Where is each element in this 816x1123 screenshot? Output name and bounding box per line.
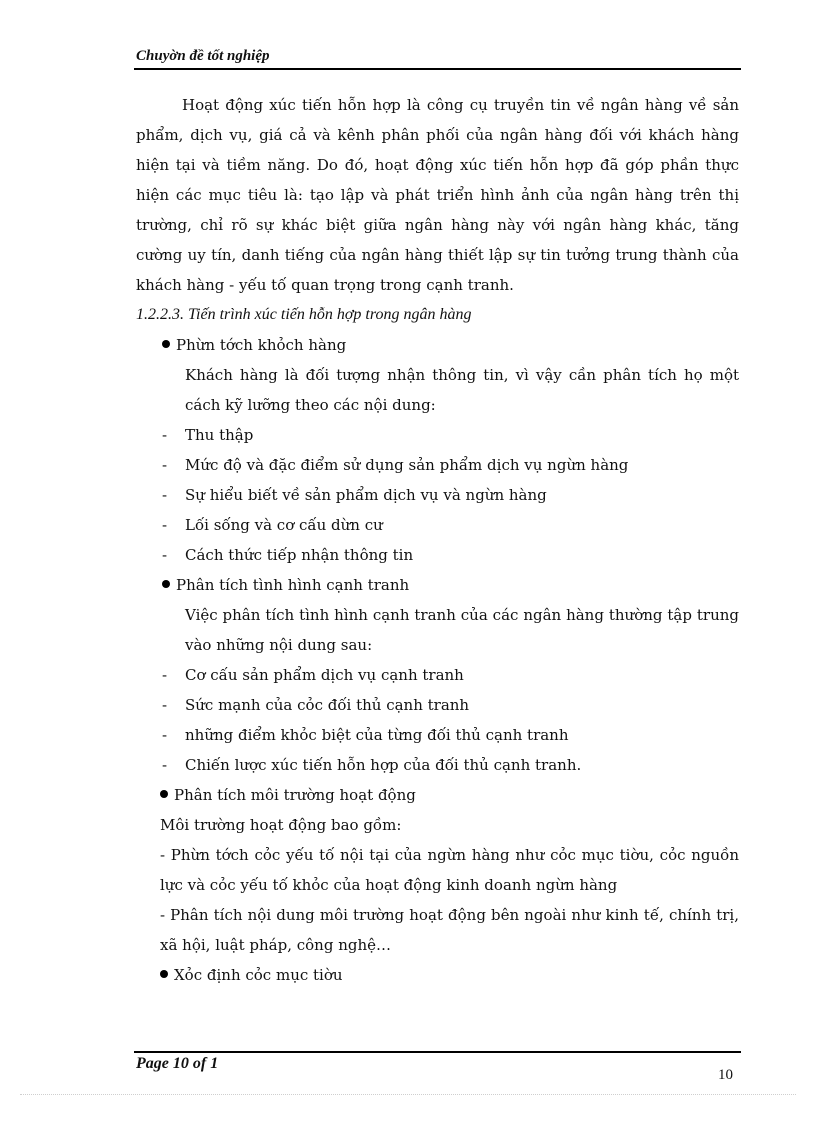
bullet-icon <box>162 580 170 588</box>
bullet-icon <box>160 970 168 978</box>
footer-rule <box>134 1051 741 1053</box>
bullet-customer-analysis: Phừn tớch khỏch hàng <box>136 330 739 360</box>
customer-analysis-desc: Khách hàng là đối tượng nhận thông tin, vì vậy cần phân tích họ một cách kỹ lưỡng theo các nội dung: <box>185 366 739 414</box>
list-item: - Mức độ và đặc điểm sử dụng sản phẩm dịch vụ ngừn hàng <box>162 456 629 474</box>
bullet-competition-analysis: Phân tích tình hình cạnh tranh <box>136 570 739 600</box>
bullet-icon <box>162 340 170 348</box>
list-item: - Sức mạnh của cỏc đối thủ cạnh tranh <box>162 696 470 714</box>
header-rule <box>134 68 741 70</box>
environment-desc: Môi trường hoạt động bao gồm: <box>160 816 402 834</box>
list-item: - Chiến lược xúc tiến hỗn hợp của đối thủ cạnh tranh. <box>162 756 582 774</box>
document-header-title: Chuyờn đề tốt nghiệp <box>136 48 270 64</box>
section-heading: 1.2.2.3. Tiến trình xúc tiến hỗn hợp trong ngân hàng <box>136 306 472 323</box>
page-edge-divider <box>20 1094 796 1095</box>
list-item: - Cách thức tiếp nhận thông tin <box>162 546 414 564</box>
environment-line-external: - Phân tích nội dung môi trường hoạt động bên ngoài như kinh tế, chính trị, xã hội, luật pháp, công nghệ… <box>160 906 739 954</box>
footer-page-label: Page 10 of 1 <box>136 1055 219 1072</box>
environment-line-internal: - Phừn tớch cỏc yếu tố nội tại của ngừn hàng như cỏc mục tiờu, cỏc nguồn lực và cỏc yếu tố khỏc của hoạt động kinh doanh ngừn hàng <box>160 846 739 894</box>
intro-paragraph: Hoạt động xúc tiến hỗn hợp là công cụ truyền tin về ngân hàng về sản phẩm, dịch vụ, giá cả và kênh phân phối của ngân hàng đối với khách hàng hiện tại và tiềm năng. Do đó, hoạt động xúc tiến hỗn hợp đã góp phần thực hiện các mục tiêu là: tạo lập và phát triển hình ảnh của ngân hàng trên thị trường, chỉ rõ sự khác biệt giữa ngân hàng này với ngân hàng khác, tăng cường uy tín, danh tiếng của ngân hàng thiết lập sự tin tưởng trung thành của khách hàng - yếu tố quan trọng trong cạnh tranh. <box>136 96 739 294</box>
bullet-set-objectives: Xỏc định cỏc mục tiờu <box>136 960 739 990</box>
footer-page-number: 10 <box>718 1067 733 1083</box>
list-item: - Sự hiểu biết về sản phẩm dịch vụ và ngừn hàng <box>162 486 547 504</box>
competition-analysis-desc: Việc phân tích tình hình cạnh tranh của các ngân hàng thường tập trung vào những nội dung sau: <box>185 606 739 654</box>
bullet-environment-analysis: Phân tích môi trường hoạt động <box>136 780 739 810</box>
list-item: - Thu thập <box>162 426 254 444</box>
list-item: - Lối sống và cơ cấu dừn cư <box>162 516 383 534</box>
list-item: - những điểm khỏc biệt của từng đối thủ cạnh tranh <box>162 726 569 744</box>
bullet-icon <box>160 790 168 798</box>
list-item: - Cơ cấu sản phẩm dịch vụ cạnh tranh <box>162 666 464 684</box>
page-body <box>136 90 739 990</box>
